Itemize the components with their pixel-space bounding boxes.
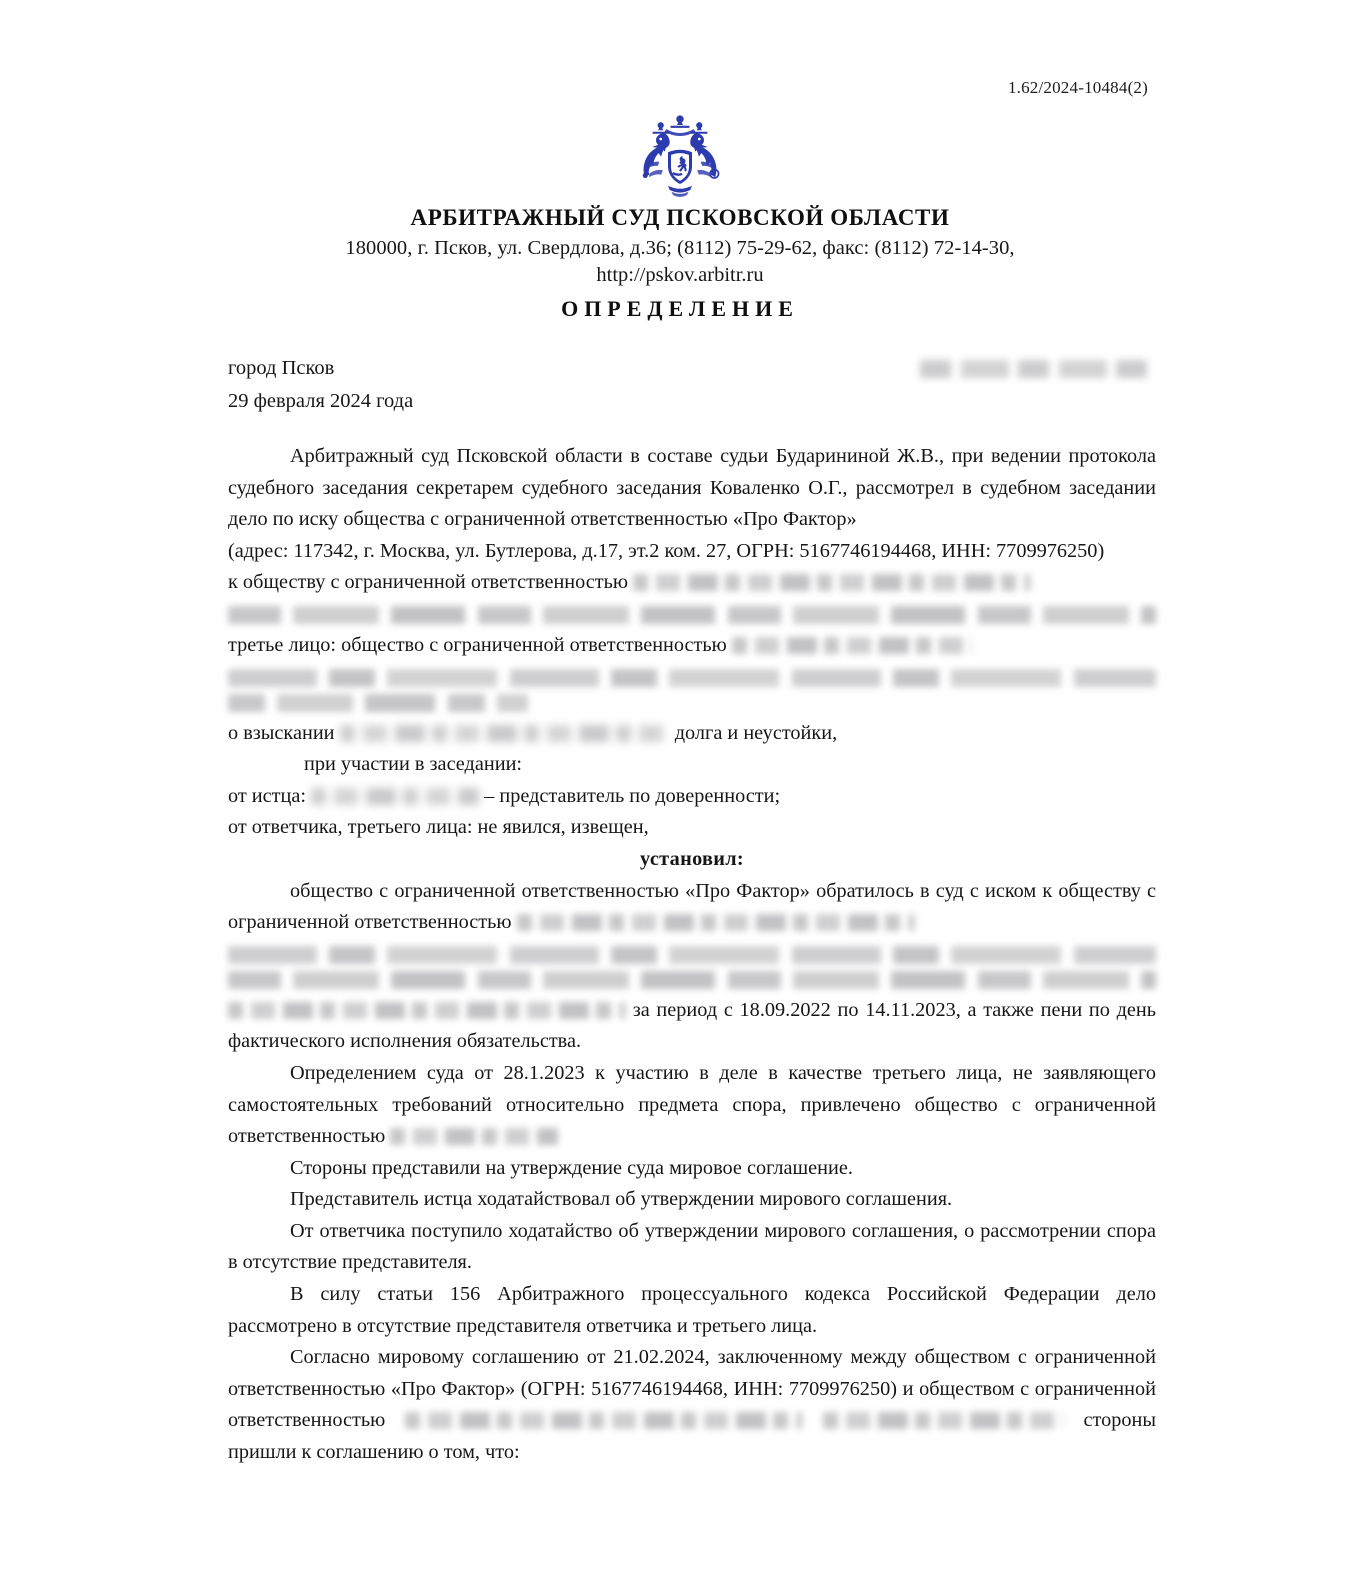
redaction-block	[920, 360, 1148, 378]
emblem-container	[0, 112, 1360, 208]
redaction-third-party-name	[732, 637, 972, 654]
document-title: ОПРЕДЕЛЕНИЕ	[561, 296, 799, 321]
case-number-redacted	[920, 360, 1148, 380]
redaction-claim-amount	[340, 725, 670, 742]
court-name: АРБИТРАЖНЫЙ СУД ПСКОВСКОЙ ОБЛАСТИ	[410, 205, 950, 230]
paragraph-settlement-submitted: Стороны представили на утверждение суда мировое соглашение.	[290, 1156, 853, 1179]
city-name: город Псков	[228, 357, 335, 379]
established-claim-lead: общество с ограниченной ответственностью «Про Фактор» обратилось в суд с иском к обществу с ограниченной ответственностью	[228, 879, 1156, 934]
established-claim-tail: за период с 18.09.2022 по 14.11.2023, а также пени по день фактического исполнения обязательства.	[228, 998, 1156, 1053]
document-code: 1.62/2024-10484(2)	[1007, 78, 1148, 97]
redaction-defendant-name	[633, 574, 1031, 591]
redaction-third-party-inn	[228, 694, 528, 712]
paragraph-plaintiff-motion: Представитель истца ходатайствовал об утверждении мирового соглашения.	[290, 1188, 953, 1211]
paragraph-claim	[228, 718, 1156, 750]
redaction-plaintiff-representative	[311, 788, 479, 805]
redaction-settlement-party-name	[405, 1412, 803, 1429]
paragraph-intro: Арбитражный суд Псковской области в составе судьи Бударининой Ж.В., при ведении протокола судебного заседания секретарем судебного заседания Коваленко О.Г., рассмотрел в судебном заседании дело по иску общества с ограниченной ответственностью «Про Фактор»	[228, 445, 1156, 531]
paragraph-established-claim	[228, 876, 1156, 1058]
established-heading: установил:	[640, 847, 744, 870]
paragraph-from-plaintiff	[228, 781, 1156, 813]
place-and-date	[228, 352, 413, 418]
redaction-third-party-short	[390, 1128, 558, 1145]
document-date: 29 февраля 2024 года	[228, 390, 414, 413]
document-body	[228, 441, 1156, 1469]
settlement-terms-lead: Согласно мировому соглашению от 21.02.2024, заключенному между обществом с ограниченной ответственностью «Про Фактор» (ОГРН: 5167746194468, ИНН: 7709976250) и обществом с ограниченной ответственностью	[228, 1346, 1156, 1432]
from-plaintiff-lead-text: от истца:	[228, 784, 307, 807]
paragraph-settlement-terms	[228, 1342, 1156, 1468]
paragraph-third-party-ruling	[228, 1058, 1156, 1153]
settlement-terms-tail: стороны пришли к соглашению о том, что:	[228, 1409, 1156, 1464]
court-website-url: http://pskov.arbitr.ru	[596, 264, 764, 287]
redaction-settlement-party-inn	[823, 1412, 1063, 1429]
claim-tail-text: долга и неустойки,	[674, 721, 838, 744]
redaction-established-defendant	[517, 914, 915, 931]
claim-lead-text: о взыскании	[228, 721, 335, 744]
paragraph-participants-header: при участии в заседании:	[304, 753, 523, 776]
paragraph-defendant	[228, 567, 1156, 624]
defendant-lead-text: к обществу с ограниченной ответственностью	[228, 571, 629, 594]
court-letterhead	[150, 205, 1210, 290]
paragraph-from-defendant: от ответчика, третьего лица: не явился, извещен,	[228, 816, 649, 839]
paragraph-third-party	[228, 630, 1156, 712]
third-party-lead-text: третье лицо: общество с ограниченной ответственностью	[228, 633, 727, 656]
redaction-defendant-details	[228, 606, 1156, 624]
redaction-claim-breakdown-3	[228, 1002, 626, 1019]
paragraph-defendant-motion: От ответчика поступило ходатайство об утверждении мирового соглашения, о рассмотрении спора в отсутствие представителя.	[228, 1219, 1156, 1274]
redaction-third-party-details	[228, 669, 1156, 687]
paragraph-plaintiff-details: (адрес: 117342, г. Москва, ул. Бутлерова, д.17, эт.2 ком. 27, ОГРН: 5167746194468, ИНН: 7709976250)	[228, 539, 1105, 562]
third-party-ruling-text: Определением суда от 28.1.2023 к участию в деле в качестве третьего лица, не заявляющего самостоятельных требований относительно предмета спора, привлечено общество с ограниченной ответственностью	[228, 1061, 1156, 1148]
from-plaintiff-tail-text: – представитель по доверенности;	[484, 784, 781, 807]
redaction-claim-breakdown-2	[228, 971, 1156, 989]
paragraph-article-156: В силу статьи 156 Арбитражного процессуального кодекса Российской Федерации дело рассмотрено в отсутствие представителя ответчика и третьего лица.	[228, 1283, 1156, 1337]
court-address: 180000, г. Псков, ул. Свердлова, д.36; (8112) 75-29-62, факс: (8112) 72-14-30,	[345, 237, 1015, 259]
russian-coat-of-arms-icon	[628, 112, 732, 208]
redaction-claim-breakdown-1	[228, 946, 1156, 964]
